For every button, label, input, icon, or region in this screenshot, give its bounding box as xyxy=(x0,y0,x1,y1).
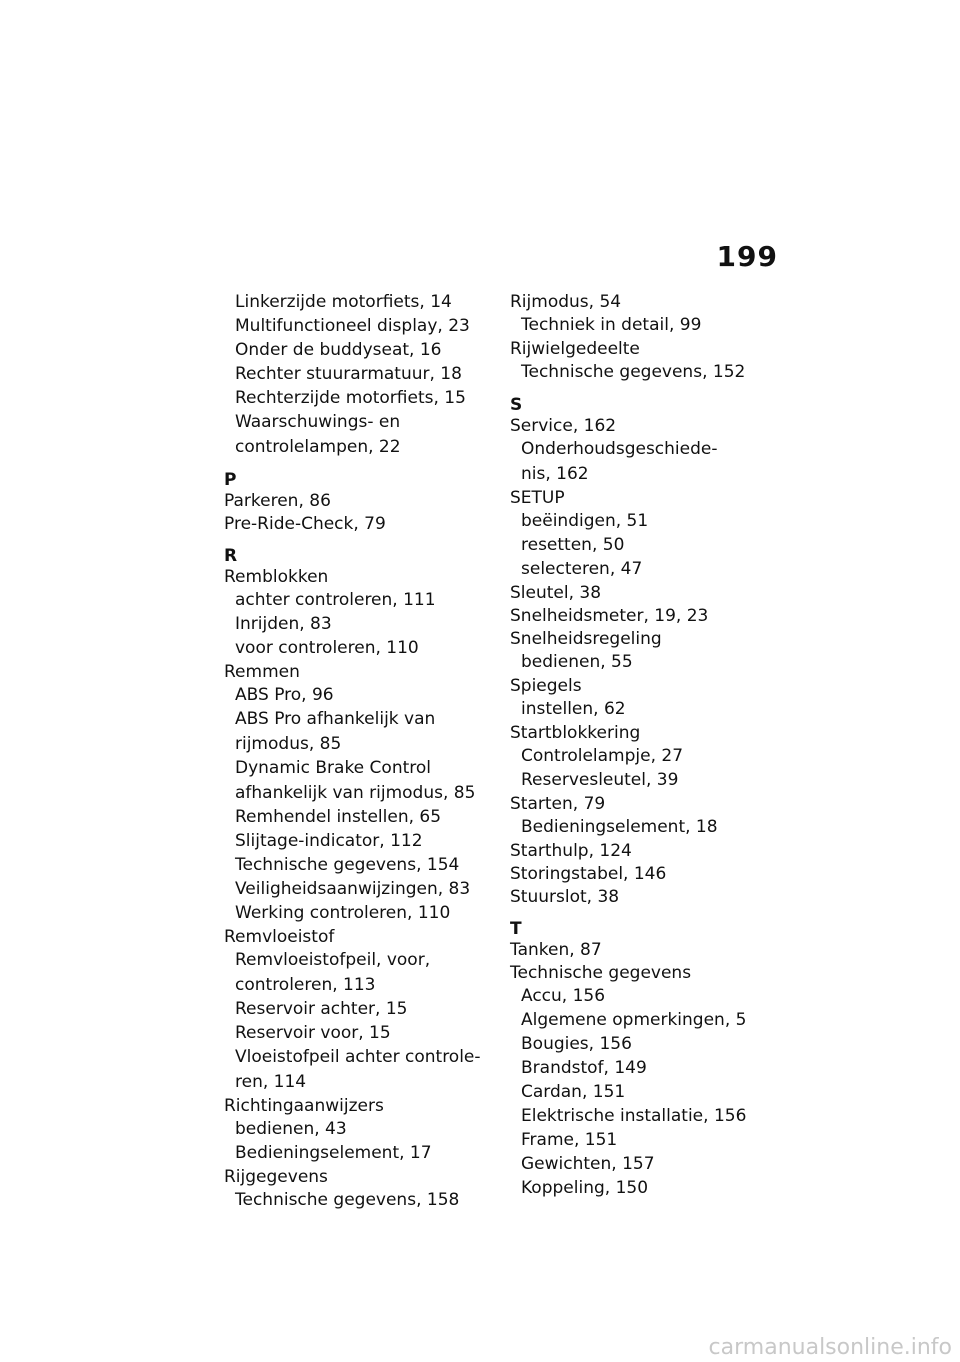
index-line: Reservoir achter, 15 xyxy=(235,999,408,1019)
index-subentry xyxy=(510,699,780,720)
index-subentry xyxy=(224,412,494,458)
index-line: controlelampen, 22 xyxy=(235,437,401,457)
index-subentry xyxy=(510,362,780,383)
index-column-right xyxy=(510,292,780,1199)
index-entry xyxy=(510,629,780,649)
index-subentry xyxy=(510,770,780,791)
index-subentry xyxy=(224,638,494,659)
index-subentry xyxy=(224,340,494,361)
index-line: Rijwielgedeelte xyxy=(510,339,640,359)
index-subentry xyxy=(224,758,494,804)
index-subentry xyxy=(224,903,494,924)
index-subentry xyxy=(510,652,780,673)
index-entry xyxy=(224,567,494,587)
index-line: S xyxy=(510,395,523,415)
index-entry xyxy=(510,864,780,884)
index-line: Linkerzijde motorfiets, 14 xyxy=(235,292,452,312)
index-line: Technische gegevens xyxy=(510,963,692,983)
index-line: Storingstabel, 146 xyxy=(510,864,667,884)
index-line: Cardan, 151 xyxy=(521,1082,626,1102)
index-line: Algemene opmerkingen, 5 xyxy=(521,1010,747,1030)
index-line: Accu, 156 xyxy=(521,986,606,1006)
index-entry xyxy=(224,1167,494,1187)
index-line: Snelheidsmeter, 19, 23 xyxy=(510,606,709,626)
index-line: SETUP xyxy=(510,488,565,508)
index-line: Technische gegevens, 158 xyxy=(235,1190,460,1210)
index-line: Pre-Ride-Check, 79 xyxy=(224,514,386,534)
index-line: afhankelijk van rijmodus, 85 xyxy=(235,783,476,803)
index-subentry xyxy=(224,292,494,313)
index-entry xyxy=(510,794,780,814)
index-subentry xyxy=(224,831,494,852)
index-line: Bedieningselement, 17 xyxy=(235,1143,432,1163)
index-line: Technische gegevens, 152 xyxy=(521,362,746,382)
index-line: Rechterzijde motorfiets, 15 xyxy=(235,388,466,408)
index-entry xyxy=(224,662,494,682)
index-entry xyxy=(224,514,494,534)
index-subentry xyxy=(510,1082,780,1103)
index-line: resetten, 50 xyxy=(521,535,625,555)
index-line: Tanken, 87 xyxy=(510,940,602,960)
index-line: Sleutel, 38 xyxy=(510,583,602,603)
index-subentry xyxy=(224,1047,494,1093)
index-line: bedienen, 55 xyxy=(521,652,633,672)
index-subentry xyxy=(224,999,494,1020)
index-line: Spiegels xyxy=(510,676,582,696)
index-line: rijmodus, 85 xyxy=(235,734,342,754)
index-entry xyxy=(510,339,780,359)
index-subentry xyxy=(224,1143,494,1164)
index-subentry xyxy=(510,1154,780,1175)
index-entry xyxy=(510,416,780,436)
index-subentry xyxy=(510,315,780,336)
index-letter-heading xyxy=(224,472,494,488)
index-line: voor controleren, 110 xyxy=(235,638,419,658)
index-line: ren, 114 xyxy=(235,1072,307,1092)
index-letter-heading xyxy=(510,921,780,937)
index-line: Brandstof, 149 xyxy=(521,1058,647,1078)
index-entry xyxy=(224,1096,494,1116)
index-subentry xyxy=(224,685,494,706)
index-column-left xyxy=(224,292,494,1211)
index-subentry xyxy=(224,807,494,828)
index-line: Remmen xyxy=(224,662,300,682)
index-entry xyxy=(510,292,780,312)
index-line: nis, 162 xyxy=(521,464,589,484)
index-entry xyxy=(510,887,780,907)
index-line: Rijmodus, 54 xyxy=(510,292,622,312)
index-line: beëindigen, 51 xyxy=(521,511,649,531)
index-line: controleren, 113 xyxy=(235,975,376,995)
index-line: selecteren, 47 xyxy=(521,559,643,579)
index-subentry xyxy=(510,1010,780,1031)
index-subentry xyxy=(510,511,780,532)
watermark: carmanualsonline.info xyxy=(708,1335,952,1360)
index-entry xyxy=(510,676,780,696)
index-line: Rijgegevens xyxy=(224,1167,328,1187)
index-letter-heading xyxy=(224,548,494,564)
index-line: bedienen, 43 xyxy=(235,1119,347,1139)
index-entry xyxy=(510,841,780,861)
index-line: Starten, 79 xyxy=(510,794,606,814)
index-subentry xyxy=(224,855,494,876)
index-entry xyxy=(510,723,780,743)
index-entry xyxy=(224,927,494,947)
index-subentry xyxy=(224,614,494,635)
index-subentry xyxy=(224,316,494,337)
index-subentry xyxy=(224,1190,494,1211)
index-line: Snelheidsregeling xyxy=(510,629,662,649)
index-line: Controlelampje, 27 xyxy=(521,746,684,766)
index-subentry xyxy=(224,709,494,755)
index-line: Richtingaanwijzers xyxy=(224,1096,384,1116)
index-line: Frame, 151 xyxy=(521,1130,618,1150)
page-number: 199 xyxy=(716,240,778,273)
index-entry xyxy=(510,963,780,983)
index-line: Parkeren, 86 xyxy=(224,491,331,511)
index-line: T xyxy=(510,919,522,939)
index-line: Waarschuwings- en xyxy=(235,412,401,432)
index-line: ABS Pro, 96 xyxy=(235,685,334,705)
index-entry xyxy=(510,583,780,603)
index-subentry xyxy=(510,439,780,485)
index-entry xyxy=(510,940,780,960)
index-line: ABS Pro afhankelijk van xyxy=(235,709,436,729)
index-subentry xyxy=(224,590,494,611)
index-line: Inrijden, 83 xyxy=(235,614,332,634)
index-subentry xyxy=(224,1023,494,1044)
index-line: Techniek in detail, 99 xyxy=(521,315,702,335)
index-line: Starthulp, 124 xyxy=(510,841,632,861)
index-subentry xyxy=(224,1119,494,1140)
index-line: Stuurslot, 38 xyxy=(510,887,620,907)
index-line: Veiligheidsaanwijzingen, 83 xyxy=(235,879,471,899)
index-subentry xyxy=(510,1178,780,1199)
index-subentry xyxy=(224,388,494,409)
index-subentry xyxy=(224,364,494,385)
index-line: Elektrische installatie, 156 xyxy=(521,1106,747,1126)
index-subentry xyxy=(510,817,780,838)
index-entry xyxy=(510,606,780,626)
index-line: Reservesleutel, 39 xyxy=(521,770,679,790)
index-line: Service, 162 xyxy=(510,416,617,436)
index-subentry xyxy=(510,1130,780,1151)
index-line: Dynamic Brake Control xyxy=(235,758,431,778)
index-line: Remhendel instellen, 65 xyxy=(235,807,442,827)
index-line: Onder de buddyseat, 16 xyxy=(235,340,442,360)
index-entry xyxy=(224,491,494,511)
index-line: Remvloeistof xyxy=(224,927,335,947)
index-subentry xyxy=(510,986,780,1007)
index-line: Onderhoudsgeschiede- xyxy=(521,439,718,459)
index-line: Vloeistofpeil achter controle- xyxy=(235,1047,481,1067)
index-line: Startblokkering xyxy=(510,723,641,743)
index-subentry xyxy=(510,1058,780,1079)
index-line: achter controleren, 111 xyxy=(235,590,436,610)
index-line: P xyxy=(224,470,237,490)
index-line: instellen, 62 xyxy=(521,699,626,719)
index-subentry xyxy=(510,746,780,767)
index-line: Koppeling, 150 xyxy=(521,1178,649,1198)
index-subentry xyxy=(510,559,780,580)
index-entry xyxy=(510,488,780,508)
index-subentry xyxy=(224,950,494,996)
index-line: Technische gegevens, 154 xyxy=(235,855,460,875)
index-line: Remvloeistofpeil, voor, xyxy=(235,950,431,970)
index-line: Slijtage-indicator, 112 xyxy=(235,831,423,851)
index-subentry xyxy=(510,535,780,556)
index-subentry xyxy=(224,879,494,900)
index-line: Reservoir voor, 15 xyxy=(235,1023,391,1043)
index-subentry xyxy=(510,1106,780,1127)
index-line: Rechter stuurarmatuur, 18 xyxy=(235,364,462,384)
index-line: Gewichten, 157 xyxy=(521,1154,655,1174)
index-line: R xyxy=(224,546,238,566)
index-line: Multifunctioneel display, 23 xyxy=(235,316,470,336)
index-letter-heading xyxy=(510,397,780,413)
index-line: Remblokken xyxy=(224,567,329,587)
index-line: Werking controleren, 110 xyxy=(235,903,451,923)
index-line: Bougies, 156 xyxy=(521,1034,632,1054)
index-subentry xyxy=(510,1034,780,1055)
index-line: Bedieningselement, 18 xyxy=(521,817,718,837)
